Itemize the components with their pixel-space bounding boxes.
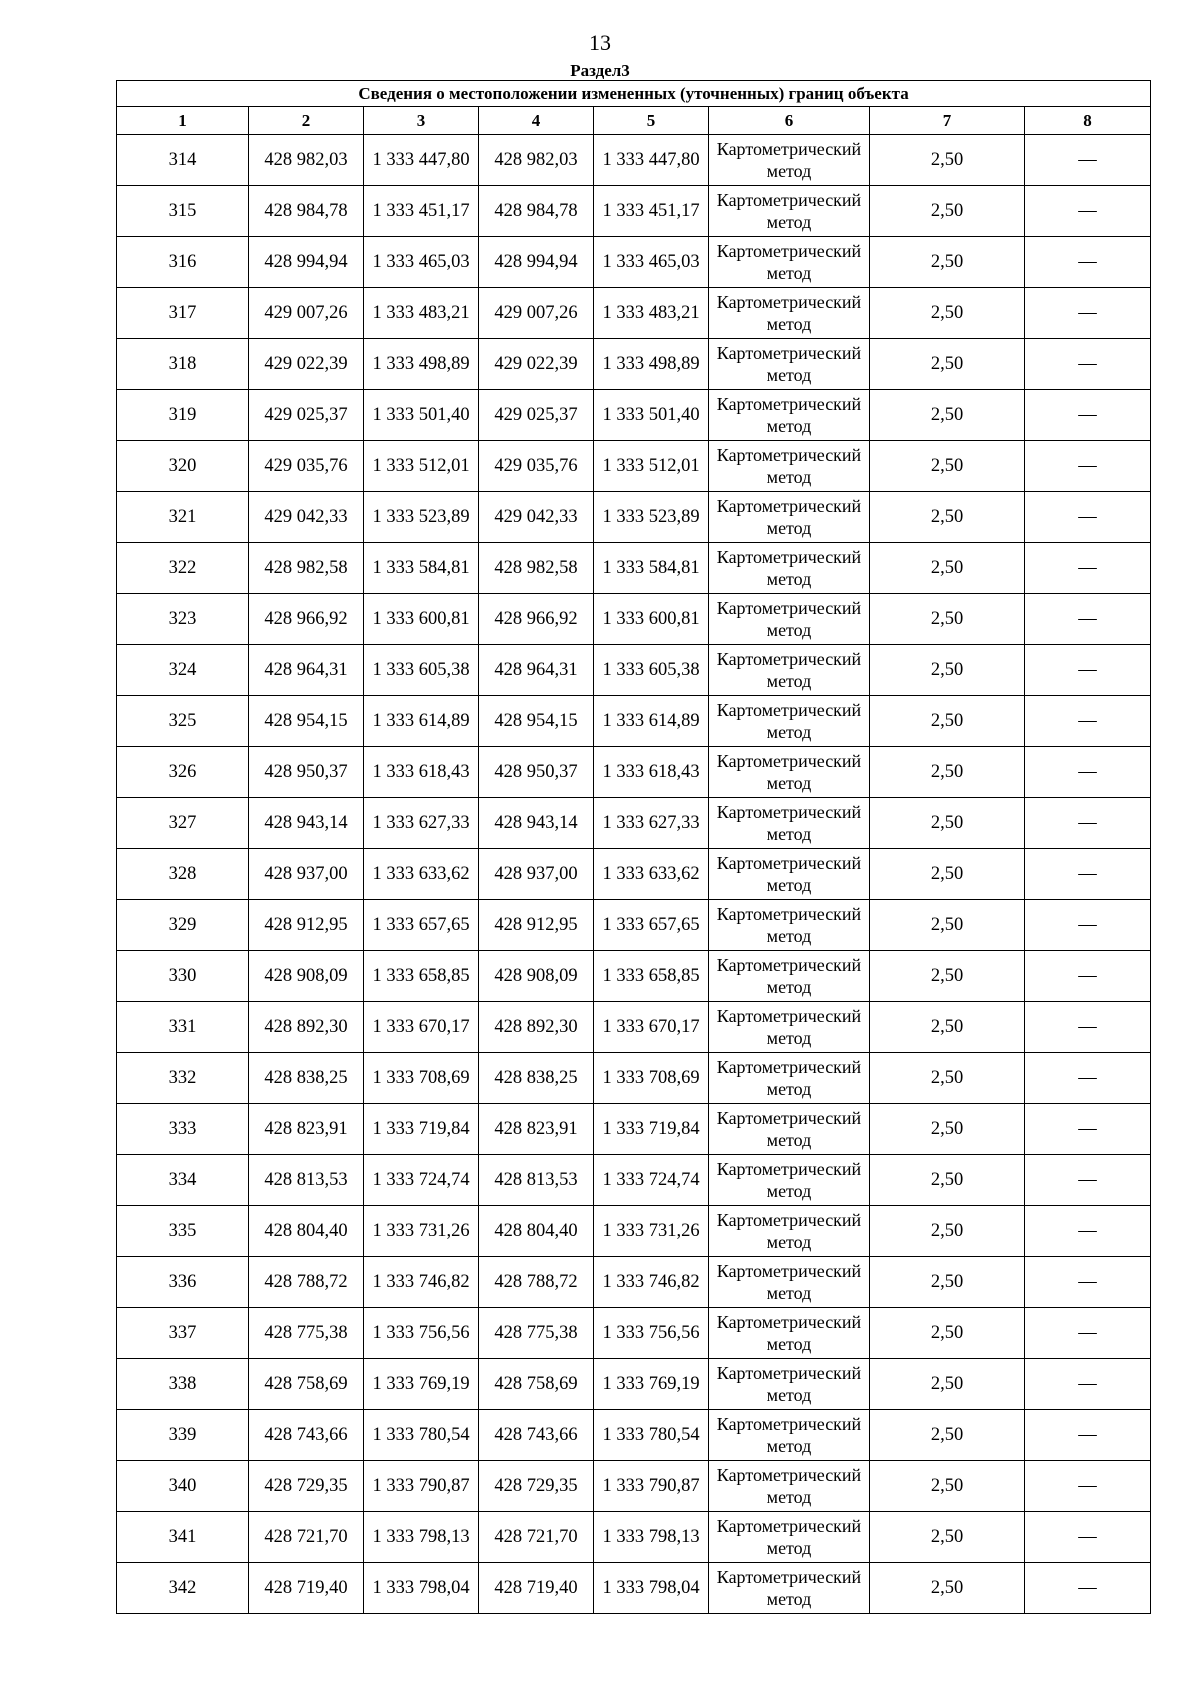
point-number-cell: 317 <box>117 288 249 339</box>
old-x-cell: 428 937,00 <box>249 849 364 900</box>
new-y-cell: 1 333 798,13 <box>594 1512 709 1563</box>
table-row <box>117 390 1151 441</box>
dash-cell: — <box>1025 1410 1151 1461</box>
old-y-cell: 1 333 523,89 <box>364 492 479 543</box>
accuracy-cell: 2,50 <box>870 1206 1025 1257</box>
new-y-cell: 1 333 465,03 <box>594 237 709 288</box>
new-x-cell: 428 943,14 <box>479 798 594 849</box>
accuracy-cell: 2,50 <box>870 1359 1025 1410</box>
table-row <box>117 900 1151 951</box>
old-x-cell: 428 982,58 <box>249 543 364 594</box>
column-number-row <box>117 107 1151 135</box>
table-row <box>117 186 1151 237</box>
method-cell: Картометрический метод <box>709 1206 870 1257</box>
point-number-cell: 333 <box>117 1104 249 1155</box>
dash-cell: — <box>1025 135 1151 186</box>
new-y-cell: 1 333 512,01 <box>594 441 709 492</box>
old-y-cell: 1 333 614,89 <box>364 696 479 747</box>
old-y-cell: 1 333 605,38 <box>364 645 479 696</box>
new-x-cell: 428 719,40 <box>479 1563 594 1614</box>
new-y-cell: 1 333 670,17 <box>594 1002 709 1053</box>
new-y-cell: 1 333 483,21 <box>594 288 709 339</box>
old-y-cell: 1 333 790,87 <box>364 1461 479 1512</box>
accuracy-cell: 2,50 <box>870 441 1025 492</box>
old-y-cell: 1 333 798,04 <box>364 1563 479 1614</box>
point-number-cell: 322 <box>117 543 249 594</box>
old-x-cell: 428 758,69 <box>249 1359 364 1410</box>
old-y-cell: 1 333 708,69 <box>364 1053 479 1104</box>
old-y-cell: 1 333 798,13 <box>364 1512 479 1563</box>
point-number-cell: 314 <box>117 135 249 186</box>
accuracy-cell: 2,50 <box>870 1257 1025 1308</box>
dash-cell: — <box>1025 849 1151 900</box>
old-x-cell: 429 042,33 <box>249 492 364 543</box>
table-row <box>117 339 1151 390</box>
new-y-cell: 1 333 658,85 <box>594 951 709 1002</box>
dash-cell: — <box>1025 441 1151 492</box>
method-cell: Картометрический метод <box>709 696 870 747</box>
method-cell: Картометрический метод <box>709 1155 870 1206</box>
new-x-cell: 428 721,70 <box>479 1512 594 1563</box>
point-number-cell: 342 <box>117 1563 249 1614</box>
point-number-cell: 328 <box>117 849 249 900</box>
old-y-cell: 1 333 584,81 <box>364 543 479 594</box>
new-y-cell: 1 333 627,33 <box>594 798 709 849</box>
point-number-cell: 332 <box>117 1053 249 1104</box>
method-cell: Картометрический метод <box>709 645 870 696</box>
old-y-cell: 1 333 465,03 <box>364 237 479 288</box>
method-cell: Картометрический метод <box>709 288 870 339</box>
accuracy-cell: 2,50 <box>870 696 1025 747</box>
old-y-cell: 1 333 746,82 <box>364 1257 479 1308</box>
table-body <box>117 81 1151 1614</box>
method-cell: Картометрический метод <box>709 1563 870 1614</box>
old-y-cell: 1 333 657,65 <box>364 900 479 951</box>
column-header: 4 <box>479 107 594 135</box>
point-number-cell: 331 <box>117 1002 249 1053</box>
old-y-cell: 1 333 618,43 <box>364 747 479 798</box>
method-cell: Картометрический метод <box>709 1002 870 1053</box>
table-row <box>117 441 1151 492</box>
old-y-cell: 1 333 447,80 <box>364 135 479 186</box>
old-x-cell: 428 908,09 <box>249 951 364 1002</box>
point-number-cell: 319 <box>117 390 249 441</box>
new-x-cell: 428 954,15 <box>479 696 594 747</box>
new-y-cell: 1 333 756,56 <box>594 1308 709 1359</box>
old-x-cell: 428 964,31 <box>249 645 364 696</box>
new-y-cell: 1 333 618,43 <box>594 747 709 798</box>
new-x-cell: 428 775,38 <box>479 1308 594 1359</box>
point-number-cell: 339 <box>117 1410 249 1461</box>
point-number-cell: 338 <box>117 1359 249 1410</box>
old-y-cell: 1 333 670,17 <box>364 1002 479 1053</box>
method-cell: Картометрический метод <box>709 135 870 186</box>
old-x-cell: 428 982,03 <box>249 135 364 186</box>
new-x-cell: 428 729,35 <box>479 1461 594 1512</box>
new-y-cell: 1 333 719,84 <box>594 1104 709 1155</box>
method-cell: Картометрический метод <box>709 1359 870 1410</box>
accuracy-cell: 2,50 <box>870 1563 1025 1614</box>
point-number-cell: 334 <box>117 1155 249 1206</box>
new-y-cell: 1 333 798,04 <box>594 1563 709 1614</box>
old-x-cell: 428 775,38 <box>249 1308 364 1359</box>
new-x-cell: 428 964,31 <box>479 645 594 696</box>
method-cell: Картометрический метод <box>709 1104 870 1155</box>
table-row <box>117 798 1151 849</box>
old-x-cell: 428 892,30 <box>249 1002 364 1053</box>
point-number-cell: 330 <box>117 951 249 1002</box>
method-cell: Картометрический метод <box>709 186 870 237</box>
point-number-cell: 316 <box>117 237 249 288</box>
new-y-cell: 1 333 501,40 <box>594 390 709 441</box>
method-cell: Картометрический метод <box>709 441 870 492</box>
new-y-cell: 1 333 724,74 <box>594 1155 709 1206</box>
new-y-cell: 1 333 600,81 <box>594 594 709 645</box>
old-y-cell: 1 333 501,40 <box>364 390 479 441</box>
accuracy-cell: 2,50 <box>870 594 1025 645</box>
accuracy-cell: 2,50 <box>870 1461 1025 1512</box>
table-row <box>117 1104 1151 1155</box>
table-row <box>117 543 1151 594</box>
table-row <box>117 1308 1151 1359</box>
method-cell: Картометрический метод <box>709 237 870 288</box>
method-cell: Картометрический метод <box>709 900 870 951</box>
table-row <box>117 696 1151 747</box>
column-header: 1 <box>117 107 249 135</box>
column-header: 6 <box>709 107 870 135</box>
point-number-cell: 323 <box>117 594 249 645</box>
column-header: 8 <box>1025 107 1151 135</box>
accuracy-cell: 2,50 <box>870 1053 1025 1104</box>
old-y-cell: 1 333 498,89 <box>364 339 479 390</box>
dash-cell: — <box>1025 543 1151 594</box>
new-x-cell: 429 035,76 <box>479 441 594 492</box>
old-y-cell: 1 333 451,17 <box>364 186 479 237</box>
method-cell: Картометрический метод <box>709 1053 870 1104</box>
old-y-cell: 1 333 756,56 <box>364 1308 479 1359</box>
old-x-cell: 428 966,92 <box>249 594 364 645</box>
dash-cell: — <box>1025 339 1151 390</box>
new-y-cell: 1 333 584,81 <box>594 543 709 594</box>
point-number-cell: 341 <box>117 1512 249 1563</box>
accuracy-cell: 2,50 <box>870 1104 1025 1155</box>
accuracy-cell: 2,50 <box>870 1308 1025 1359</box>
old-y-cell: 1 333 769,19 <box>364 1359 479 1410</box>
table-row <box>117 849 1151 900</box>
dash-cell: — <box>1025 1104 1151 1155</box>
new-x-cell: 429 042,33 <box>479 492 594 543</box>
dash-cell: — <box>1025 288 1151 339</box>
new-y-cell: 1 333 633,62 <box>594 849 709 900</box>
point-number-cell: 327 <box>117 798 249 849</box>
old-y-cell: 1 333 780,54 <box>364 1410 479 1461</box>
table-row <box>117 1461 1151 1512</box>
method-cell: Картометрический метод <box>709 1410 870 1461</box>
old-x-cell: 428 984,78 <box>249 186 364 237</box>
column-header: 5 <box>594 107 709 135</box>
table-row <box>117 951 1151 1002</box>
dash-cell: — <box>1025 186 1151 237</box>
table-row <box>117 135 1151 186</box>
new-y-cell: 1 333 746,82 <box>594 1257 709 1308</box>
accuracy-cell: 2,50 <box>870 1410 1025 1461</box>
method-cell: Картометрический метод <box>709 1308 870 1359</box>
dash-cell: — <box>1025 1308 1151 1359</box>
new-y-cell: 1 333 657,65 <box>594 900 709 951</box>
table-row <box>117 1053 1151 1104</box>
old-y-cell: 1 333 600,81 <box>364 594 479 645</box>
accuracy-cell: 2,50 <box>870 288 1025 339</box>
dash-cell: — <box>1025 696 1151 747</box>
new-x-cell: 428 892,30 <box>479 1002 594 1053</box>
accuracy-cell: 2,50 <box>870 390 1025 441</box>
accuracy-cell: 2,50 <box>870 186 1025 237</box>
dash-cell: — <box>1025 1053 1151 1104</box>
new-x-cell: 429 007,26 <box>479 288 594 339</box>
accuracy-cell: 2,50 <box>870 1002 1025 1053</box>
old-y-cell: 1 333 724,74 <box>364 1155 479 1206</box>
old-x-cell: 428 813,53 <box>249 1155 364 1206</box>
dash-cell: — <box>1025 1359 1151 1410</box>
table-row <box>117 747 1151 798</box>
old-x-cell: 428 719,40 <box>249 1563 364 1614</box>
point-number-cell: 315 <box>117 186 249 237</box>
old-x-cell: 428 788,72 <box>249 1257 364 1308</box>
point-number-cell: 335 <box>117 1206 249 1257</box>
table-row <box>117 594 1151 645</box>
new-x-cell: 428 966,92 <box>479 594 594 645</box>
table-row <box>117 1206 1151 1257</box>
dash-cell: — <box>1025 1461 1151 1512</box>
new-x-cell: 428 982,03 <box>479 135 594 186</box>
dash-cell: — <box>1025 747 1151 798</box>
table-row <box>117 237 1151 288</box>
new-x-cell: 428 788,72 <box>479 1257 594 1308</box>
table-row <box>117 1563 1151 1614</box>
new-x-cell: 428 937,00 <box>479 849 594 900</box>
new-x-cell: 428 950,37 <box>479 747 594 798</box>
old-x-cell: 428 994,94 <box>249 237 364 288</box>
old-x-cell: 428 954,15 <box>249 696 364 747</box>
new-y-cell: 1 333 451,17 <box>594 186 709 237</box>
table-row <box>117 1512 1151 1563</box>
dash-cell: — <box>1025 1512 1151 1563</box>
old-x-cell: 428 838,25 <box>249 1053 364 1104</box>
dash-cell: — <box>1025 645 1151 696</box>
dash-cell: — <box>1025 1002 1151 1053</box>
new-y-cell: 1 333 769,19 <box>594 1359 709 1410</box>
accuracy-cell: 2,50 <box>870 1512 1025 1563</box>
old-y-cell: 1 333 627,33 <box>364 798 479 849</box>
dash-cell: — <box>1025 951 1151 1002</box>
table-row <box>117 492 1151 543</box>
old-x-cell: 428 729,35 <box>249 1461 364 1512</box>
point-number-cell: 321 <box>117 492 249 543</box>
accuracy-cell: 2,50 <box>870 900 1025 951</box>
accuracy-cell: 2,50 <box>870 849 1025 900</box>
old-x-cell: 429 022,39 <box>249 339 364 390</box>
new-x-cell: 428 984,78 <box>479 186 594 237</box>
old-y-cell: 1 333 483,21 <box>364 288 479 339</box>
column-header: 2 <box>249 107 364 135</box>
page-number: 13 <box>589 30 611 55</box>
table-row <box>117 1155 1151 1206</box>
point-number-cell: 318 <box>117 339 249 390</box>
coordinates-table <box>116 80 1151 1614</box>
new-x-cell: 428 982,58 <box>479 543 594 594</box>
new-y-cell: 1 333 523,89 <box>594 492 709 543</box>
old-x-cell: 428 950,37 <box>249 747 364 798</box>
method-cell: Картометрический метод <box>709 747 870 798</box>
column-header: 7 <box>870 107 1025 135</box>
dash-cell: — <box>1025 390 1151 441</box>
table-caption-row <box>117 81 1151 107</box>
new-y-cell: 1 333 780,54 <box>594 1410 709 1461</box>
point-number-cell: 337 <box>117 1308 249 1359</box>
section-title: Раздел3 <box>570 61 630 80</box>
table-row <box>117 1257 1151 1308</box>
new-x-cell: 428 813,53 <box>479 1155 594 1206</box>
point-number-cell: 336 <box>117 1257 249 1308</box>
dash-cell: — <box>1025 900 1151 951</box>
new-x-cell: 428 804,40 <box>479 1206 594 1257</box>
old-y-cell: 1 333 633,62 <box>364 849 479 900</box>
new-x-cell: 429 025,37 <box>479 390 594 441</box>
column-header: 3 <box>364 107 479 135</box>
method-cell: Картометрический метод <box>709 1512 870 1563</box>
new-x-cell: 428 994,94 <box>479 237 594 288</box>
dash-cell: — <box>1025 1155 1151 1206</box>
new-y-cell: 1 333 790,87 <box>594 1461 709 1512</box>
old-y-cell: 1 333 658,85 <box>364 951 479 1002</box>
table-row <box>117 1359 1151 1410</box>
new-x-cell: 429 022,39 <box>479 339 594 390</box>
new-y-cell: 1 333 708,69 <box>594 1053 709 1104</box>
old-x-cell: 429 007,26 <box>249 288 364 339</box>
method-cell: Картометрический метод <box>709 951 870 1002</box>
old-y-cell: 1 333 512,01 <box>364 441 479 492</box>
point-number-cell: 329 <box>117 900 249 951</box>
accuracy-cell: 2,50 <box>870 798 1025 849</box>
new-y-cell: 1 333 605,38 <box>594 645 709 696</box>
point-number-cell: 340 <box>117 1461 249 1512</box>
dash-cell: — <box>1025 798 1151 849</box>
accuracy-cell: 2,50 <box>870 645 1025 696</box>
dash-cell: — <box>1025 1257 1151 1308</box>
new-x-cell: 428 758,69 <box>479 1359 594 1410</box>
method-cell: Картометрический метод <box>709 339 870 390</box>
new-x-cell: 428 912,95 <box>479 900 594 951</box>
old-x-cell: 429 025,37 <box>249 390 364 441</box>
table-row <box>117 1410 1151 1461</box>
table-row <box>117 288 1151 339</box>
accuracy-cell: 2,50 <box>870 543 1025 594</box>
old-x-cell: 428 804,40 <box>249 1206 364 1257</box>
old-x-cell: 428 721,70 <box>249 1512 364 1563</box>
old-y-cell: 1 333 731,26 <box>364 1206 479 1257</box>
dash-cell: — <box>1025 1206 1151 1257</box>
method-cell: Картометрический метод <box>709 849 870 900</box>
dash-cell: — <box>1025 492 1151 543</box>
method-cell: Картометрический метод <box>709 390 870 441</box>
method-cell: Картометрический метод <box>709 798 870 849</box>
new-x-cell: 428 838,25 <box>479 1053 594 1104</box>
method-cell: Картометрический метод <box>709 594 870 645</box>
point-number-cell: 320 <box>117 441 249 492</box>
new-x-cell: 428 823,91 <box>479 1104 594 1155</box>
point-number-cell: 325 <box>117 696 249 747</box>
new-y-cell: 1 333 498,89 <box>594 339 709 390</box>
method-cell: Картометрический метод <box>709 1461 870 1512</box>
accuracy-cell: 2,50 <box>870 135 1025 186</box>
dash-cell: — <box>1025 594 1151 645</box>
method-cell: Картометрический метод <box>709 543 870 594</box>
new-x-cell: 428 908,09 <box>479 951 594 1002</box>
accuracy-cell: 2,50 <box>870 492 1025 543</box>
table-caption: Сведения о местоположении измененных (уточненных) границ объекта <box>117 81 1151 107</box>
old-y-cell: 1 333 719,84 <box>364 1104 479 1155</box>
old-x-cell: 428 912,95 <box>249 900 364 951</box>
accuracy-cell: 2,50 <box>870 1155 1025 1206</box>
new-x-cell: 428 743,66 <box>479 1410 594 1461</box>
accuracy-cell: 2,50 <box>870 237 1025 288</box>
method-cell: Картометрический метод <box>709 1257 870 1308</box>
accuracy-cell: 2,50 <box>870 951 1025 1002</box>
point-number-cell: 324 <box>117 645 249 696</box>
new-y-cell: 1 333 447,80 <box>594 135 709 186</box>
dash-cell: — <box>1025 237 1151 288</box>
old-x-cell: 428 943,14 <box>249 798 364 849</box>
new-y-cell: 1 333 731,26 <box>594 1206 709 1257</box>
old-x-cell: 429 035,76 <box>249 441 364 492</box>
accuracy-cell: 2,50 <box>870 747 1025 798</box>
accuracy-cell: 2,50 <box>870 339 1025 390</box>
old-x-cell: 428 823,91 <box>249 1104 364 1155</box>
table-row <box>117 645 1151 696</box>
table-row <box>117 1002 1151 1053</box>
old-x-cell: 428 743,66 <box>249 1410 364 1461</box>
new-y-cell: 1 333 614,89 <box>594 696 709 747</box>
dash-cell: — <box>1025 1563 1151 1614</box>
method-cell: Картометрический метод <box>709 492 870 543</box>
point-number-cell: 326 <box>117 747 249 798</box>
